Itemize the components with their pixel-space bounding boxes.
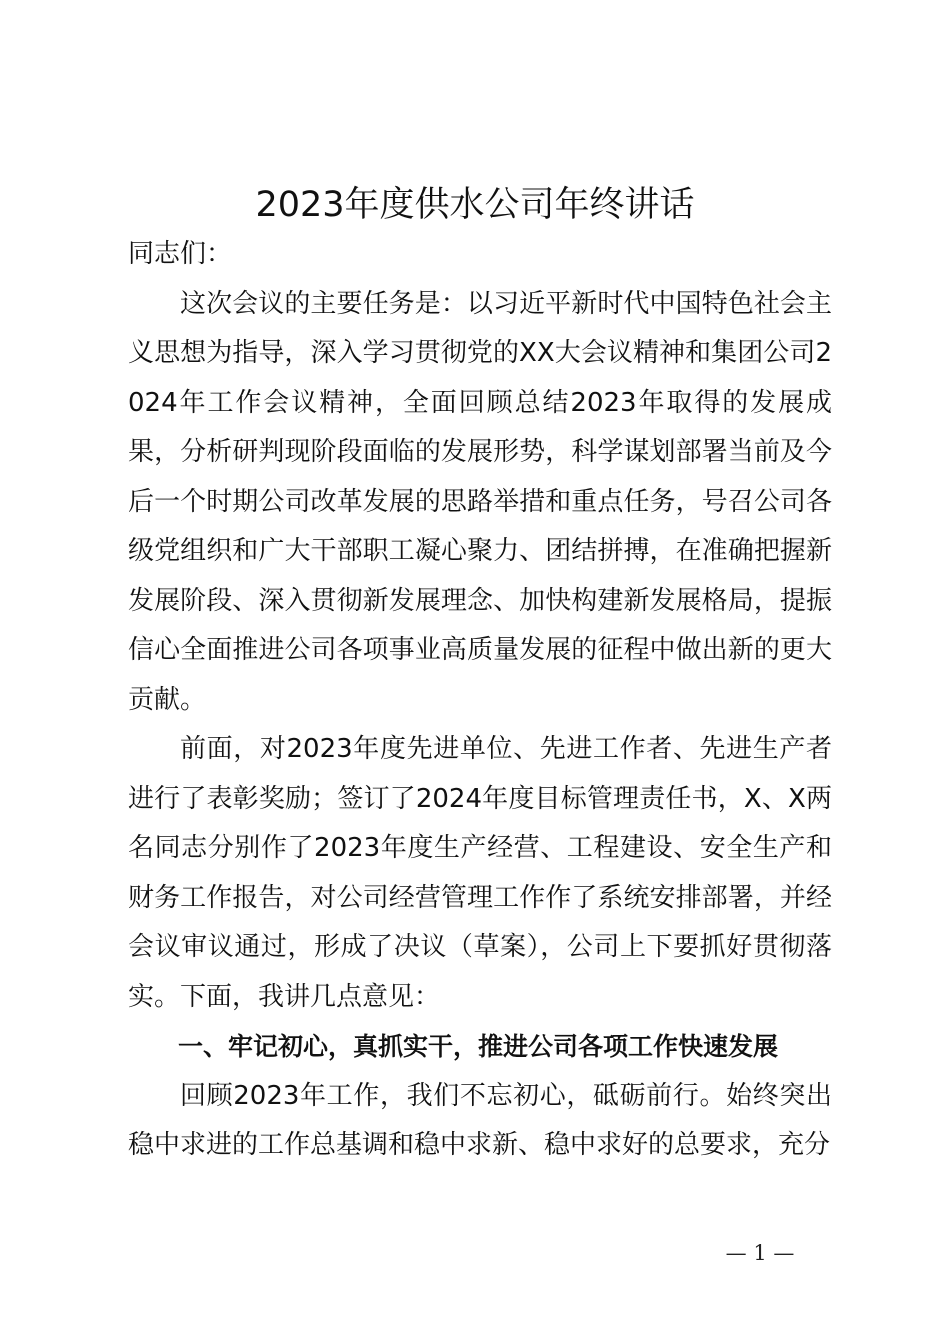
salutation: 同志们： bbox=[128, 239, 233, 269]
document-body bbox=[128, 230, 832, 1171]
paragraph-meeting-tasks: 这次会议的主要任务是：以习近平新时代中国特色社会主义思想为指导，深入学习贯彻党的XX大会议精神和集团公司2024年工作会议精神，全面回顾总结2023年取得的发展成果，分析研判现阶段面临的发展形势，科学谋划部署当前及今后一个时期公司改革发展的思路举措和重点任务，号召公司各级党组织和广大干部职工凝心聚力、团结拼搏，在准确把握新发展阶段、深入贯彻新发展理念、加快构建新发展格局，提振信心全面推进公司各项事业高质量发展的征程中做出新的更大贡献。 bbox=[128, 288, 832, 715]
paragraph-review-2023: 回顾2023年工作，我们不忘初心，砥砺前行。始终突出稳中求进的工作总基调和稳中求新、稳中求好的总要求，充分 bbox=[128, 1080, 832, 1160]
page-number: — 1 — bbox=[725, 1241, 795, 1265]
paragraph-meeting-review: 前面，对2023年度先进单位、先进工作者、先进生产者进行了表彰奖励；签订了2024年度目标管理责任书，X、X两名同志分别作了2023年度生产经营、工程建设、安全生产和财务工作报告，对公司经营管理工作作了系统安排部署，并经会议审议通过，形成了决议（草案），公司上下要抓好贯彻落实。下面，我讲几点意见： bbox=[128, 734, 832, 1012]
section-heading-one: 一、牢记初心，真抓实干，推进公司各项工作快速发展 bbox=[178, 1032, 779, 1061]
document-title: 2023年度供水公司年终讲话 bbox=[255, 185, 695, 225]
